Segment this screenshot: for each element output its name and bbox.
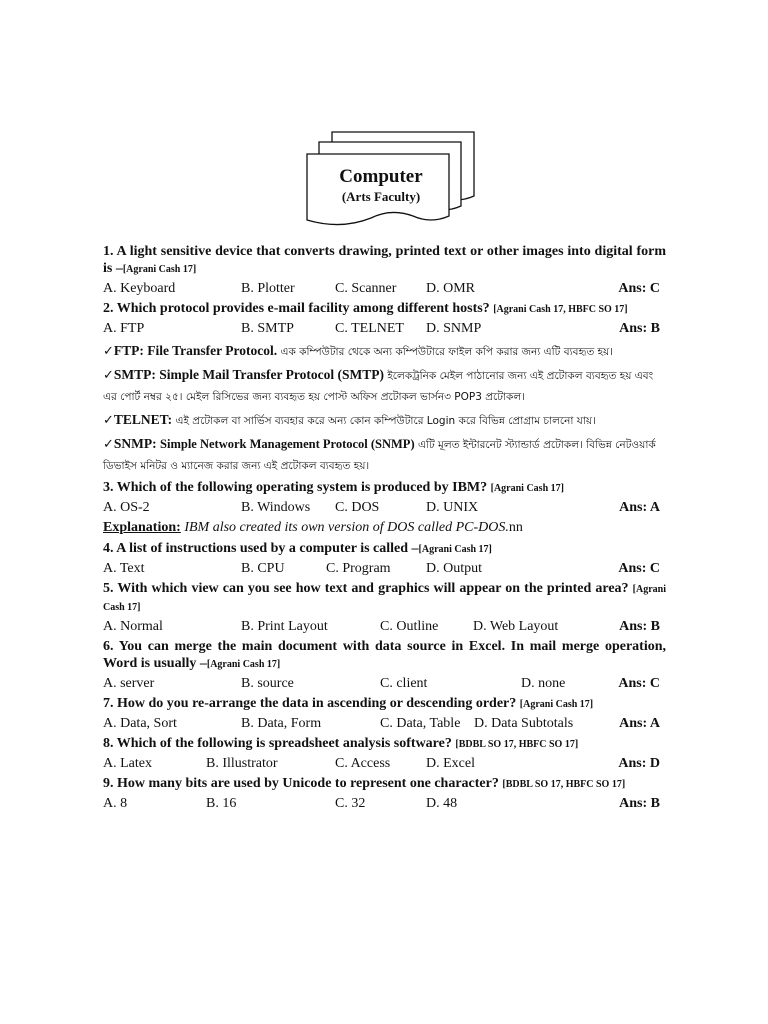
note-term: TELNET: — [113, 412, 173, 427]
option-a: A. OS-2 — [103, 500, 150, 515]
page-title: Computer — [339, 166, 423, 187]
options-2 — [103, 319, 666, 339]
option-d: D. OMR — [426, 281, 476, 296]
option-d: D. none — [521, 676, 566, 691]
answer: Ans: D — [618, 756, 660, 771]
question-6 — [103, 638, 666, 673]
question-text: 8. Which of the following is spreadsheet analysis software? — [103, 736, 456, 751]
option-c: C. Data, Table — [380, 716, 461, 731]
note-text: ইলেকট্রনিক মেইল পাঠানোর জন্য এই প্রটোকল ব্যবহৃত হয় এবং এর পোর্ট নম্বর ২৫। মেইল রিসিভের জন্য ব্যবহৃত হয় পোস্ট অফিস প্রটোকল ভার্সন৩ POP3 প্রটোকল। — [103, 370, 654, 403]
note-text: এটি মূলত ইন্টারনেট স্ট্যান্ডার্ড প্রটোকল। বিভিন্ন নেটওয়ার্ক ডিভাইস মনিটর ও ম্যানেজ করার জন্য এই প্রটোকল ব্যবহৃত হয়। — [103, 439, 656, 472]
answer: Ans: C — [618, 561, 660, 576]
options-9 — [103, 794, 666, 814]
option-b: B. Plotter — [241, 281, 295, 296]
check-icon: ✓ — [103, 368, 114, 383]
question-4 — [103, 540, 666, 558]
check-icon: ✓ — [103, 413, 114, 428]
explanation — [103, 519, 666, 537]
answer: Ans: C — [618, 281, 660, 296]
option-c: C. Outline — [380, 619, 439, 634]
option-a: A. FTP — [103, 321, 145, 336]
option-b: B. Data, Form — [241, 716, 322, 731]
answer: Ans: B — [619, 796, 660, 811]
options-8 — [103, 754, 666, 774]
option-a: A. Normal — [103, 619, 163, 634]
option-c: C. Program — [326, 561, 391, 576]
banner-text — [306, 166, 456, 206]
option-d: D. Data Subtotals — [474, 716, 574, 731]
option-c: C. Scanner — [335, 281, 397, 296]
question-source: [Agrani Cash 17] — [490, 483, 564, 494]
option-b: B. CPU — [241, 561, 285, 576]
explanation-label: Explanation: — [103, 520, 181, 535]
option-a: A. Latex — [103, 756, 152, 771]
answer: Ans: A — [619, 500, 660, 515]
option-a: A. Text — [103, 561, 145, 576]
question-text: 7. How do you re-arrange the data in ascending or descending order? — [103, 696, 520, 711]
note-term: SNMP: — [113, 436, 161, 451]
option-d: D. UNIX — [426, 500, 479, 515]
option-c: C. client — [380, 676, 428, 691]
option-b: B. Print Layout — [241, 619, 328, 634]
answer: Ans: A — [619, 716, 660, 731]
note-text: এই প্রটোকল বা সার্ভিস ব্যবহার করে অন্য কোন কম্পিউটারে Login করে বিভিন্ন প্রোগ্রাম চালনো যায়। — [172, 415, 596, 427]
options-4 — [103, 559, 666, 579]
question-text: 2. Which protocol provides e-mail facility among different hosts? — [103, 301, 494, 316]
question-text: 4. A list of instructions used by a computer is called – — [103, 541, 419, 556]
page-subtitle: (Arts Faculty) — [341, 189, 421, 204]
note-term: SMTP: Simple Mail Transfer Protocol (SMTP) — [113, 367, 384, 382]
question-source: [Agrani Cash 17] — [122, 264, 197, 275]
question-source: [BDBL SO 17, HBFC SO 17] — [502, 779, 626, 790]
options-5 — [103, 617, 666, 637]
option-d: D. Web Layout — [473, 619, 559, 634]
answer: Ans: C — [618, 676, 660, 691]
note-smtp — [103, 365, 666, 407]
answer: Ans: B — [619, 619, 660, 634]
option-b: B. 16 — [206, 796, 237, 811]
note-term: FTP: File Transfer Protocol. — [113, 343, 278, 358]
note-text: এক কম্পিউটার থেকে অন্য কম্পিউটারে ফাইল কপি করার জন্য এটি ব্যবহৃত হয়। — [277, 346, 613, 358]
option-d: D. Excel — [426, 756, 475, 771]
question-text: 5. With which view can you see how text and graphics will appear on the printed area? — [103, 581, 633, 596]
option-d: D. Output — [426, 561, 482, 576]
explanation-tail: nn — [508, 520, 523, 535]
question-2 — [103, 300, 666, 318]
option-c: C. 32 — [335, 796, 366, 811]
option-a: A. Keyboard — [103, 281, 176, 296]
options-7 — [103, 714, 666, 734]
question-source: [Agrani Cash 17] — [206, 659, 281, 670]
question-5 — [103, 580, 666, 616]
options-1 — [103, 279, 666, 299]
question-8 — [103, 735, 666, 753]
question-source: [Agrani Cash 17] — [519, 699, 594, 710]
question-1 — [103, 243, 666, 278]
options-6 — [103, 674, 666, 694]
question-source: [Agrani Cash 17] — [103, 584, 666, 613]
option-c: C. DOS — [335, 500, 380, 515]
option-c: C. Access — [335, 756, 391, 771]
title-banner — [306, 130, 476, 226]
check-icon: ✓ — [103, 437, 114, 452]
options-3 — [103, 498, 666, 518]
option-a: A. 8 — [103, 796, 128, 811]
question-text: 9. How many bits are used by Unicode to represent one character? — [103, 776, 503, 791]
option-a: A. server — [103, 676, 155, 691]
question-text: 6. You can merge the main document with data source in Excel. In mail merge operation, Word is usually – — [103, 639, 666, 671]
explanation-text: IBM also created its own version of DOS called PC-DOS. — [180, 520, 509, 535]
question-9 — [103, 775, 666, 793]
option-c: C. TELNET — [335, 321, 404, 336]
question-source: [Agrani Cash 17] — [418, 544, 492, 555]
option-b: B. SMTP — [241, 321, 294, 336]
question-text: 1. A light sensitive device that converts drawing, printed text or other images into digital form is – — [103, 244, 666, 276]
answer: Ans: B — [619, 321, 660, 336]
note-snmp — [103, 434, 666, 476]
question-3 — [103, 479, 666, 497]
option-d: D. 48 — [426, 796, 458, 811]
option-a: A. Data, Sort — [103, 716, 177, 731]
question-list — [103, 243, 666, 815]
option-b: B. Windows — [241, 500, 311, 515]
note-ftp — [103, 341, 666, 362]
option-d: D. SNMP — [426, 321, 482, 336]
question-source: [Agrani Cash 17, HBFC SO 17] — [493, 304, 628, 315]
note-term-full: Simple Network Management Protocol (SNMP) — [160, 437, 415, 451]
option-b: B. Illustrator — [206, 756, 278, 771]
question-text: 3. Which of the following operating system is produced by IBM? — [103, 480, 491, 495]
check-icon: ✓ — [103, 344, 114, 359]
question-source: [BDBL SO 17, HBFC SO 17] — [455, 739, 579, 750]
note-telnet — [103, 410, 666, 431]
question-7 — [103, 695, 666, 713]
option-b: B. source — [241, 676, 294, 691]
